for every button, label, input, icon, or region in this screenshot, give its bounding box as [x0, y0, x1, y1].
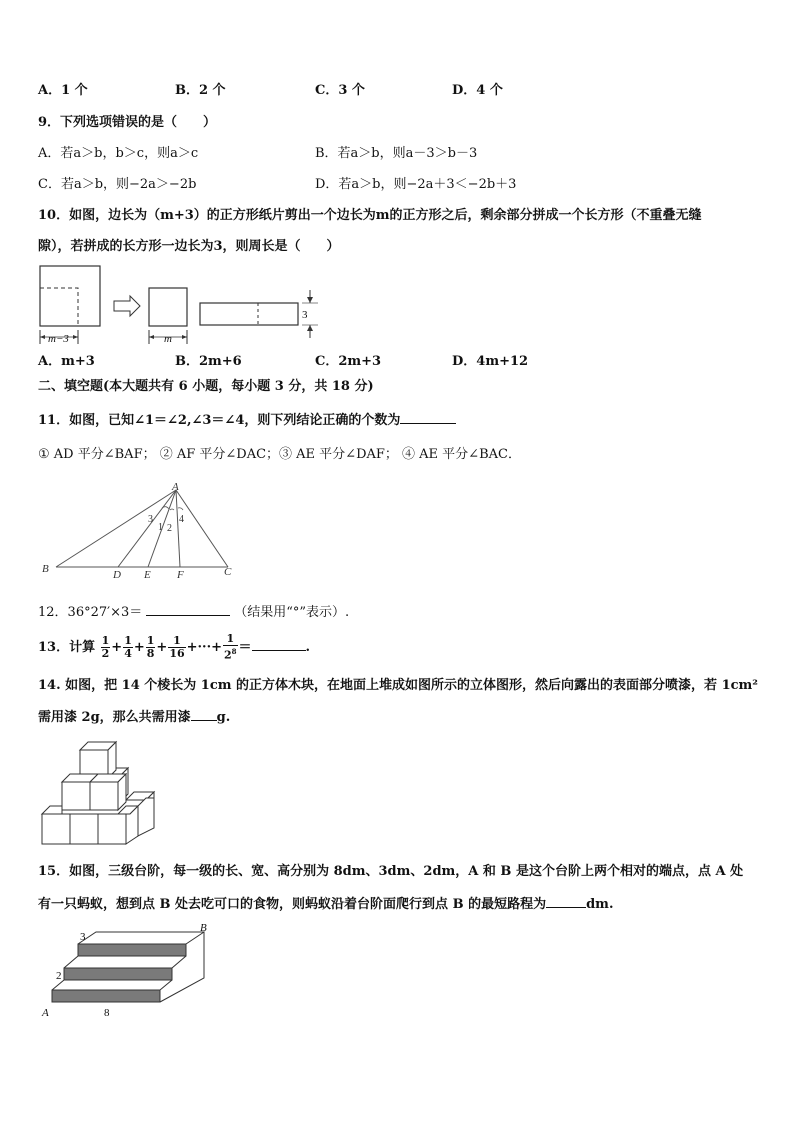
answer-blank [146, 602, 230, 616]
q15-unit: dm. [586, 897, 614, 912]
label-C: C [224, 566, 232, 578]
q8-option-a: A．1 个 [38, 83, 88, 98]
q11-options: ① AD 平分∠BAF； ② AF 平分∠DAC；③ AE 平分∠DAF； ④ AE 平分∠BAC． [38, 447, 521, 462]
numerator: 1 [168, 635, 185, 648]
label-F: F [177, 569, 184, 581]
denominator [223, 646, 238, 662]
q14-stem-line2 [38, 707, 230, 727]
arrow-icon [114, 296, 140, 316]
big-square [40, 266, 100, 326]
q13-ellipsis: +···+ [186, 639, 222, 655]
q12-stem: 12．36°27′×3＝ [38, 605, 143, 620]
cut-line [40, 288, 78, 326]
numerator: 1 [124, 633, 132, 647]
label-angle-3: 3 [148, 514, 153, 525]
q9-option-b: B．若a＞b，则a－3＞b－3 [315, 146, 478, 161]
q8-option-c: C．3 个 [315, 83, 365, 98]
label-B: B [200, 922, 207, 934]
label-3: 3 [302, 309, 308, 321]
label-width-3: 3 [80, 931, 86, 943]
answer-blank [546, 894, 586, 908]
q10-option-c: C．2m+3 [315, 354, 382, 369]
fraction [123, 635, 133, 660]
q9-option-c: C．若a＞b，则−2a＞−2b [38, 177, 197, 192]
label-A: A [42, 1007, 49, 1019]
label-D: D [113, 569, 121, 581]
denominator: 4 [124, 646, 132, 660]
q11-stem-text: 11．如图，已知∠1＝∠2,∠3＝∠4，则下列结论正确的个数为 [38, 413, 401, 428]
q13-end: . [305, 639, 311, 655]
q10-stem-line2: 隙），若拼成的长方形一边长为3，则周长是（ ） [38, 239, 340, 254]
answer-blank [252, 637, 306, 651]
small-square [149, 288, 187, 326]
label-E: E [144, 569, 151, 581]
label-m: m [164, 333, 172, 345]
q13-equals: ＝ [238, 639, 252, 655]
fraction [101, 635, 111, 660]
answer-blank [400, 410, 456, 424]
denominator: 8 [146, 646, 155, 660]
fraction [168, 635, 185, 660]
q14-unit: g. [216, 710, 231, 725]
label-height-2: 2 [56, 970, 62, 982]
label-B: B [42, 563, 49, 575]
q15-stem-text: 有一只蚂蚁，想到点 B 处去吃可口的食物，则蚂蚁沿着台阶面爬行到点 B 的最短路程为 [38, 897, 547, 912]
label-angle-1: 1 [158, 522, 163, 533]
q10-option-a: A．m+3 [38, 354, 95, 369]
q13-line: 13．计算 $\frac{1}{2}$ + $\frac{1}{4}$ + $\frac{1}{8}$ + $\frac{1}{16}$ +···+ $\frac{1}{2^8}$ ＝ . [38, 632, 311, 662]
power-base: 2 [224, 648, 232, 662]
denominator: 2 [101, 646, 110, 660]
q8-option-d: D．4 个 [452, 83, 503, 98]
q15-staircase-figure [38, 920, 218, 1022]
fraction [146, 635, 156, 660]
numerator: 1 [223, 633, 238, 646]
answer-blank [191, 707, 217, 721]
q10-stem-line1: 10．如图，边长为（m+3）的正方形纸片剪出一个边长为m的正方形之后，剩余部分拼成一个长方形（不重叠无缝 [38, 208, 702, 223]
q10-figure [36, 262, 336, 350]
q12-tail: （结果用“°”表示）. [234, 605, 350, 620]
q12-line [38, 602, 349, 622]
label-length-8: 8 [104, 1007, 110, 1019]
section-title: 二、填空题(本大题共有 6 小题，每小题 3 分，共 18 分) [38, 379, 374, 394]
q10-option-b: B．2m+6 [175, 354, 242, 369]
q15-stem-line2 [38, 894, 613, 914]
denominator: 16 [169, 646, 185, 660]
q9-option-d: D．若a＞b，则−2a＋3＜−2b＋3 [315, 177, 517, 192]
label-angle-2: 2 [167, 523, 172, 534]
result-rectangle [200, 303, 298, 325]
q15-stem-line1: 15．如图，三级台阶，每一级的长、宽、高分别为 8dm、3dm、2dm，A 和 B 是这个台阶上两个相对的端点，点 A 处 [38, 864, 744, 879]
numerator: 1 [146, 633, 155, 647]
label-angle-4: 4 [179, 514, 184, 525]
q14-stem-line1: 14. 如图，把 14 个棱长为 1cm 的正方体木块，在地面上堆成如图所示的立体图形，然后向露出的表面部分喷漆，若 1cm² [38, 678, 758, 693]
q9-option-a: A．若a＞b，b＞c，则a＞c [38, 146, 199, 161]
power-exponent: 8 [231, 647, 237, 656]
q11-triangle-figure [38, 480, 248, 584]
q11-stem [38, 410, 456, 430]
fraction [223, 633, 238, 662]
label-m-minus-3: m−3 [48, 333, 69, 345]
q13-lead: 13．计算 [38, 639, 96, 655]
label-A: A [172, 481, 179, 493]
numerator: 1 [101, 633, 110, 647]
q8-option-b: B．2 个 [175, 83, 226, 98]
q9-stem: 9．下列选项错误的是（ ） [38, 115, 217, 130]
q14-stem-text: 需用漆 2g，那么共需用漆 [38, 710, 191, 725]
q14-cube-stack-figure [38, 738, 162, 850]
q10-option-d: D．4m+12 [452, 354, 529, 369]
